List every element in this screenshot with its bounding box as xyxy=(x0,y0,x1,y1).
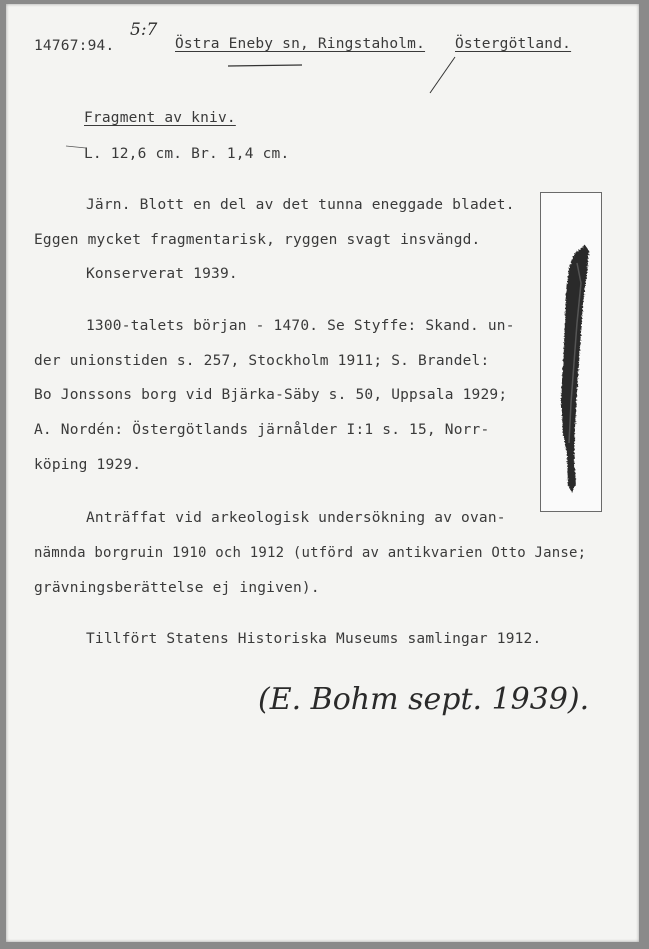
accession-note: Tillfört Statens Historiska Museums samlingar 1912. xyxy=(86,631,542,647)
reference-line-3: Bo Jonssons borg vid Bjärka-Säby s. 50, Uppsala 1929; xyxy=(34,387,508,403)
location-province: Östergötland. xyxy=(455,36,572,52)
reference-line-4: A. Nordén: Östergötlands järnålder I:1 s. 15, Norr- xyxy=(34,422,490,438)
reference-line-2: der unionstiden s. 257, Stockholm 1911; S. Brandel: xyxy=(34,353,490,369)
signature: (E. Bohm sept. 1939). xyxy=(258,682,590,717)
description-line-1: Järn. Blott en del av det tunna eneggade bladet. xyxy=(86,197,515,213)
find-line-2: nämnda borgruin 1910 och 1912 (utförd av antikvarien Otto Janse; xyxy=(34,545,587,561)
handwritten-annotation: 5:7 xyxy=(130,20,158,40)
conservation-note: Konserverat 1939. xyxy=(86,266,238,282)
find-line-3: grävningsberättelse ej ingiven). xyxy=(34,580,320,596)
object-dimensions: L. 12,6 cm. Br. 1,4 cm. xyxy=(84,146,290,162)
knife-fragment-photo xyxy=(540,192,602,512)
reference-line-5: köping 1929. xyxy=(34,457,142,473)
reference-line-1: 1300-talets början - 1470. Se Styffe: Skand. un- xyxy=(86,318,515,334)
knife-fragment-image xyxy=(541,193,601,511)
description-line-2: Eggen mycket fragmentarisk, ryggen svagt insvängd. xyxy=(34,232,481,248)
location-parish: Östra Eneby sn, Ringstaholm. xyxy=(175,36,426,52)
find-line-1: Anträffat vid arkeologisk undersökning av ovan- xyxy=(86,510,506,526)
object-title: Fragment av kniv. xyxy=(84,110,236,126)
catalog-number: 14767:94. xyxy=(34,38,115,54)
